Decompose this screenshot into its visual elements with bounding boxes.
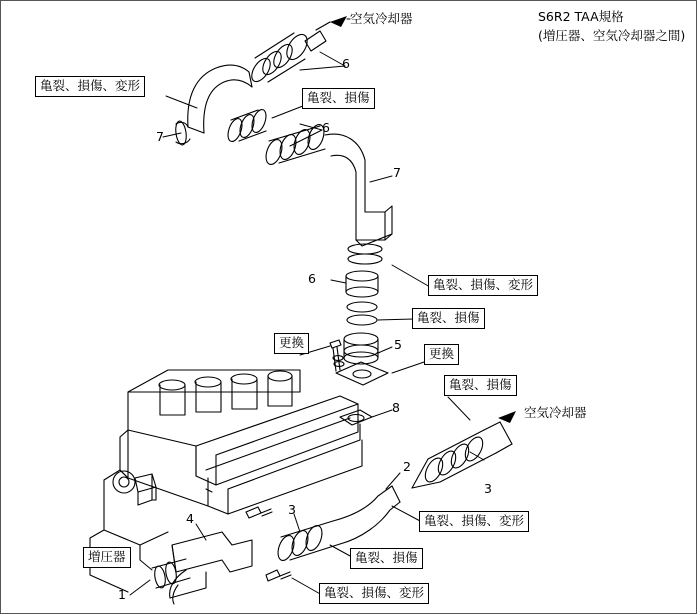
item-number-2: 2 <box>403 459 411 474</box>
item-number-3-lower: 3 <box>288 502 296 517</box>
item-number-4: 4 <box>186 511 194 526</box>
callout-turbocharger: 増圧器 <box>83 547 131 568</box>
item-number-3-right: 3 <box>484 481 492 496</box>
item-number-7-left: 7 <box>156 129 164 144</box>
callout-crack-damage-right: 亀裂、損傷 <box>444 375 517 396</box>
callout-air-cooler-right: 空気冷却器 <box>524 405 587 420</box>
item-number-6-top: 6 <box>342 56 350 71</box>
callout-crack-damage-upper: 亀裂、損傷 <box>302 88 375 109</box>
item-number-6-stack: 6 <box>308 271 316 286</box>
callout-replace-left: 更換 <box>274 333 309 354</box>
diagram-title-line-2: (増圧器、空気冷却器之間) <box>538 28 686 43</box>
item-number-5: 5 <box>394 337 402 352</box>
callout-replace-right: 更換 <box>424 344 459 365</box>
callout-crack-damage-deform-lower: 亀裂、損傷、変形 <box>419 511 529 532</box>
callout-crack-damage-lower: 亀裂、損傷 <box>350 548 423 569</box>
item-number-7-right: 7 <box>393 165 401 180</box>
item-number-1: 1 <box>118 587 126 602</box>
item-number-8: 8 <box>392 400 400 415</box>
callout-air-cooler-top: 空気冷却器 <box>350 11 413 26</box>
callout-crack-damage-deform-mid: 亀裂、損傷、変形 <box>428 275 538 296</box>
diagram-title-line-1: S6R2 TAA規格 <box>538 9 624 24</box>
callout-crack-damage-deform-bottom: 亀裂、損傷、変形 <box>319 583 429 604</box>
callout-crack-damage-mid: 亀裂、損傷 <box>412 308 485 329</box>
item-number-6-mid: 6 <box>322 120 330 135</box>
callout-crack-damage-deform-left: 亀裂、損傷、変形 <box>35 76 145 97</box>
